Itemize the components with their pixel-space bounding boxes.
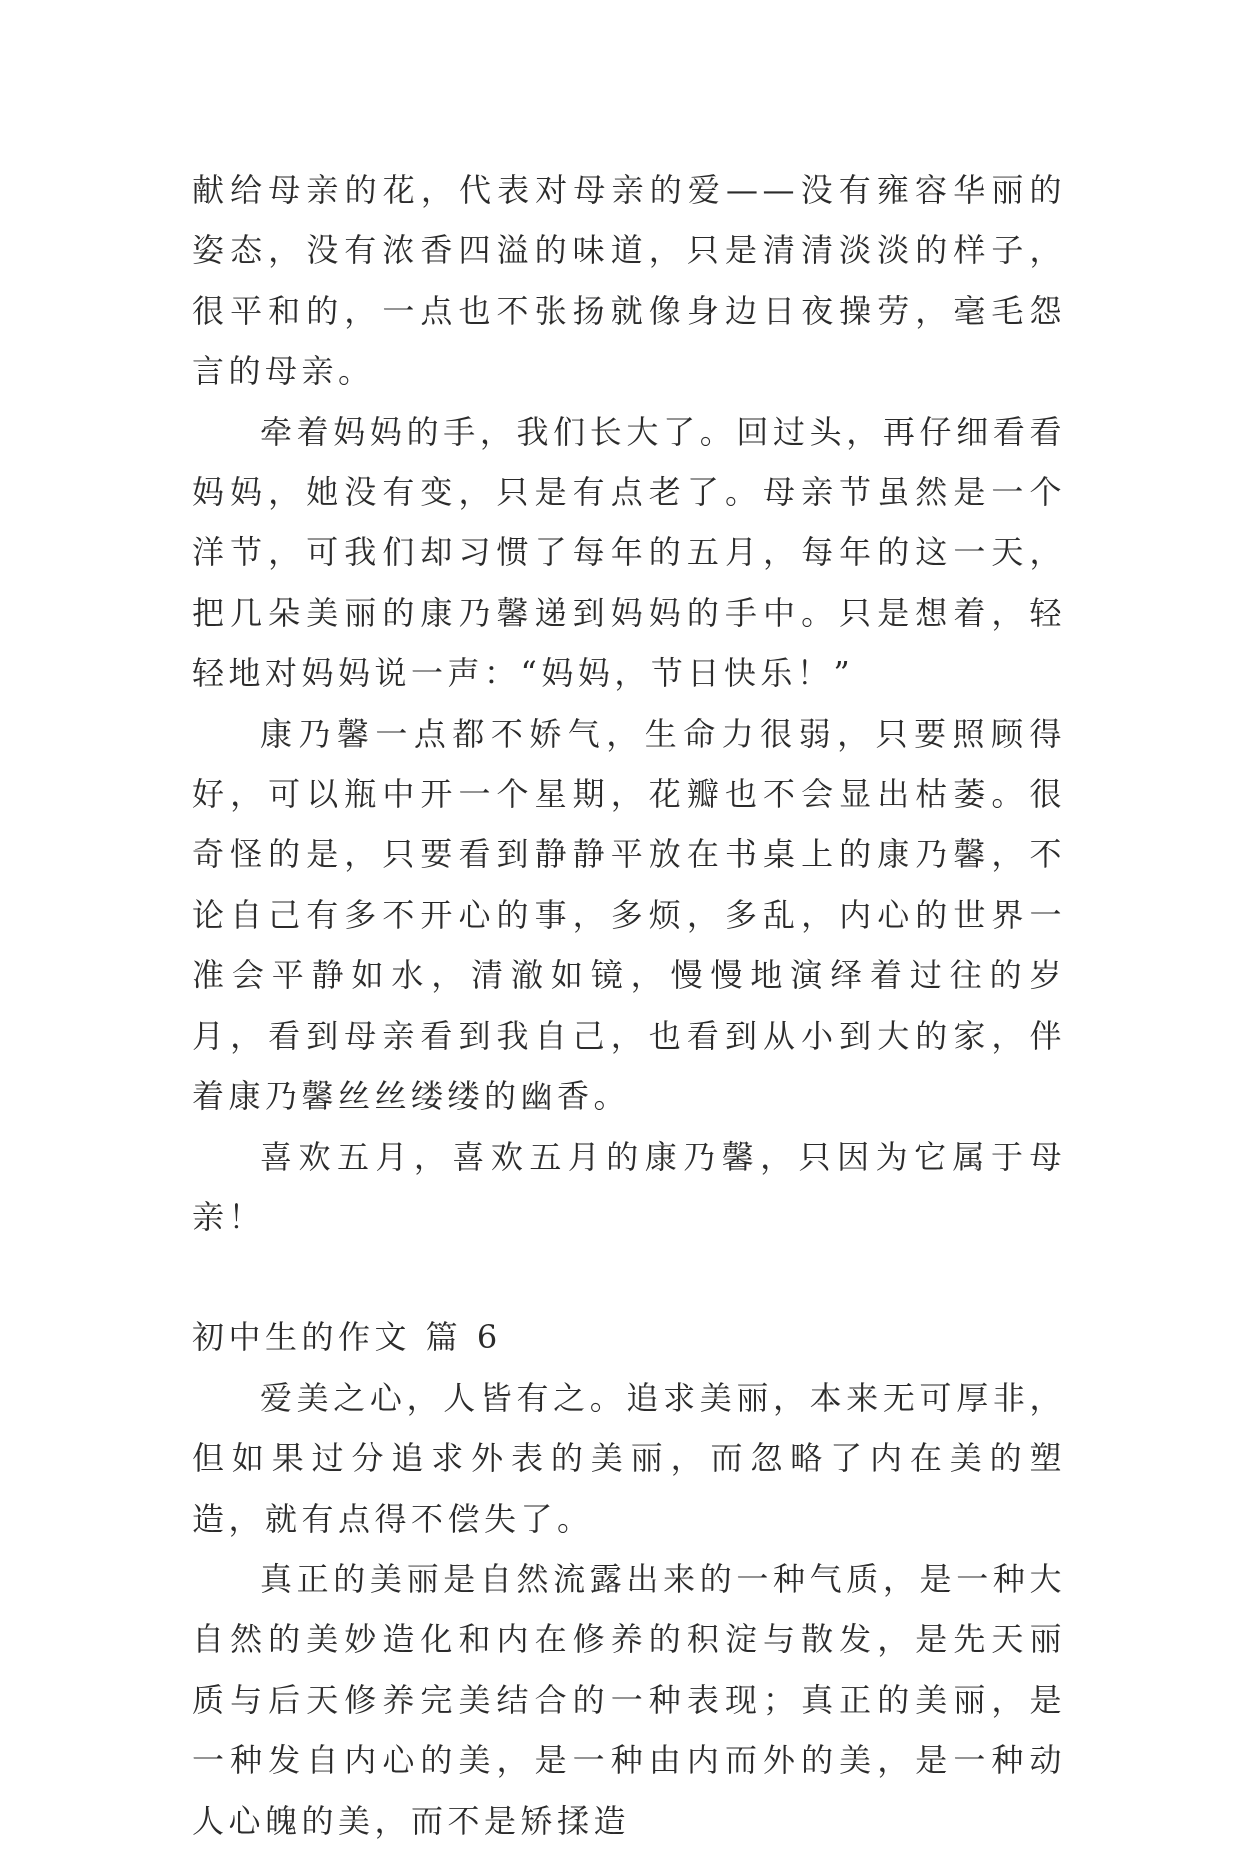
document-body <box>192 160 1066 1851</box>
section-heading: 初中生的作文 篇 6 <box>192 1318 502 1357</box>
paragraph-mothers-hand: 牵着妈妈的手，我们长大了。回过头，再仔细看看妈妈，她没有变，只是有点老了。母亲节虽然是一个洋节，可我们却习惯了每年的五月，每年的这一天，把几朵美丽的康乃馨递到妈妈的手中。只是想着，轻轻地对妈妈说一声：“妈妈，节日快乐！” <box>192 412 1066 693</box>
paragraph-beauty-intro: 爱美之心，人皆有之。追求美丽，本来无可厚非，但如果过分追求外表的美丽，而忽略了内在美的塑造，就有点得不偿失了。 <box>192 1378 1066 1538</box>
paragraph-may-love: 喜欢五月，喜欢五月的康乃馨，只因为它属于母亲！ <box>192 1137 1066 1236</box>
paragraph-flower-intro: 献给母亲的花，代表对母亲的爱——没有雍容华丽的姿态，没有浓香四溢的味道，只是清清淡淡的样子，很平和的，一点也不张扬就像身边日夜操劳，毫毛怨言的母亲。 <box>192 171 1066 391</box>
section-spacer <box>192 1247 1066 1307</box>
paragraph-carnation: 康乃馨一点都不娇气，生命力很弱，只要照顾得好，可以瓶中开一个星期，花瓣也不会显出枯萎。很奇怪的是，只要看到静静平放在书桌上的康乃馨，不论自己有多不开心的事，多烦，多乱，内心的世界一准会平静如水，清澈如镜，慢慢地演绎着过往的岁月，看到母亲看到我自己，也看到从小到大的家，伴着康乃馨丝丝缕缕的幽香。 <box>192 714 1066 1116</box>
paragraph-true-beauty: 真正的美丽是自然流露出来的一种气质，是一种大自然的美妙造化和内在修养的积淀与散发，是先天丽质与后天修养完美结合的一种表现；真正的美丽，是一种发自内心的美，是一种由内而外的美，是一种动人心魄的美，而不是矫揉造 <box>192 1559 1066 1840</box>
